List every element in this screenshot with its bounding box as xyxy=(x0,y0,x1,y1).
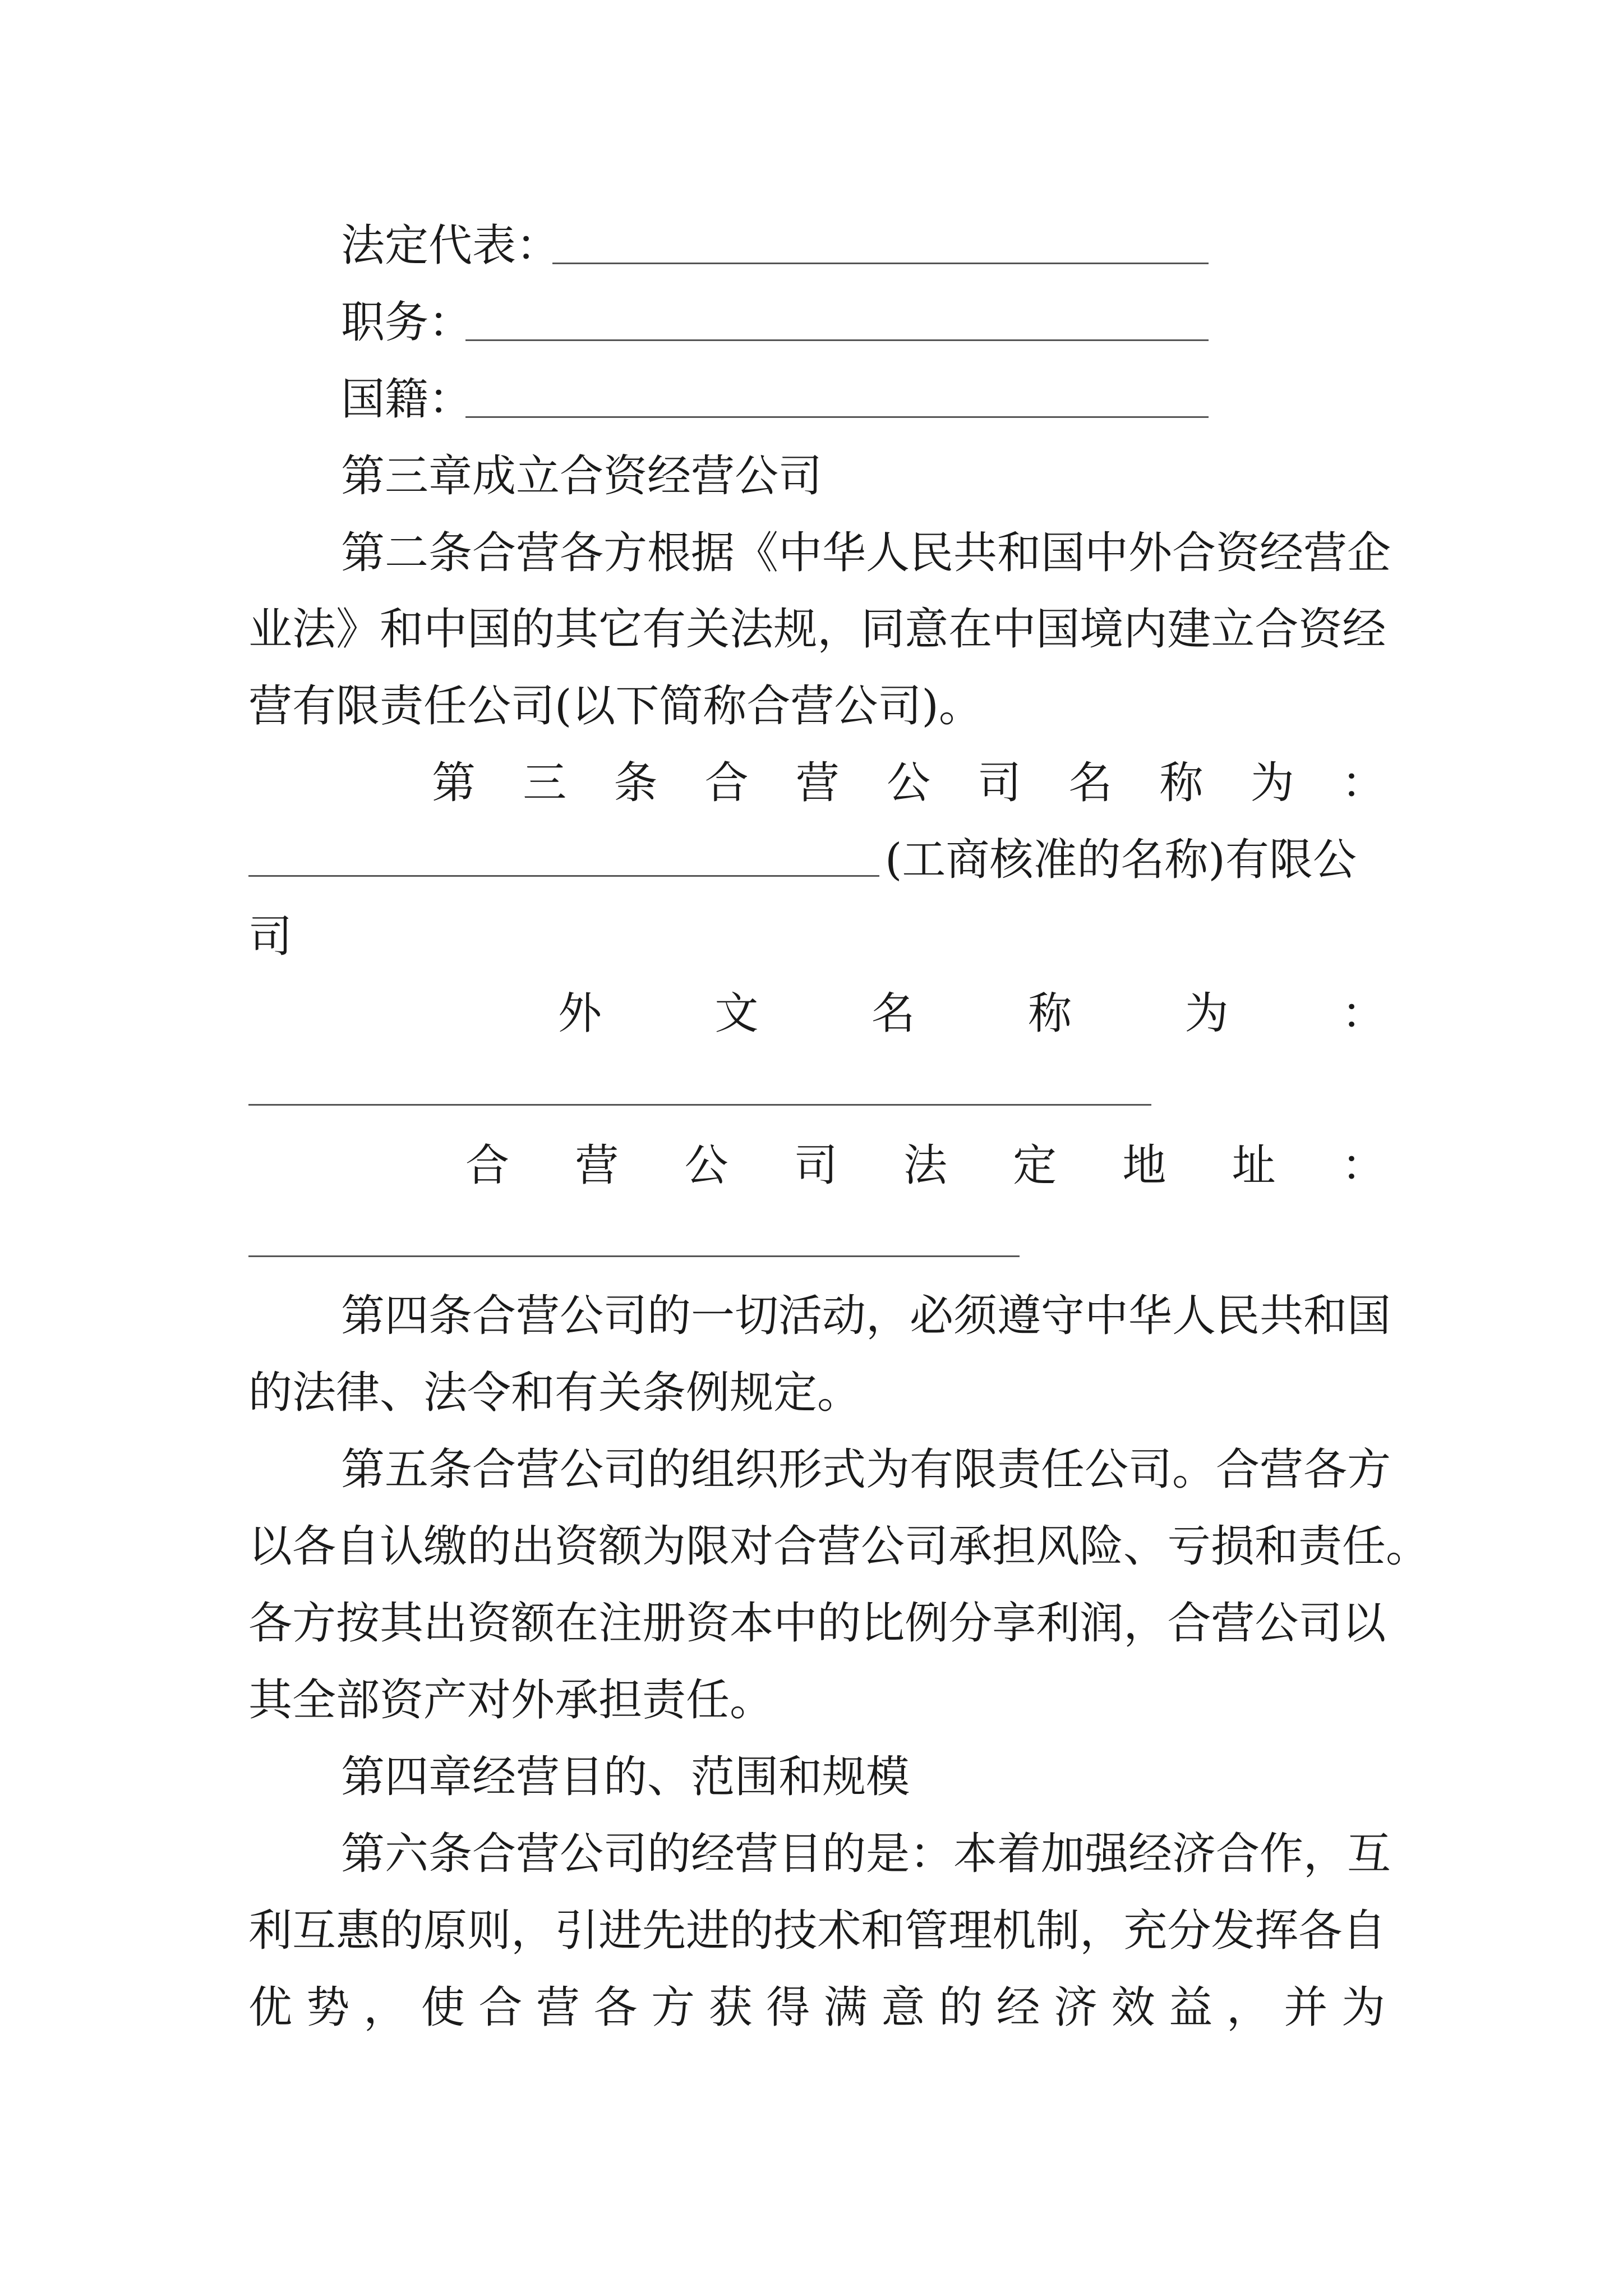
article2-line2-char: 合 xyxy=(1255,604,1299,655)
article5-line3-char: 资 xyxy=(686,1598,730,1649)
article2-line2-char: 中 xyxy=(423,604,468,655)
article6-line3-char: 合 xyxy=(478,1982,523,2033)
article5-line3-char: 各 xyxy=(248,1598,293,1649)
article5-line3-char: 利 xyxy=(1036,1598,1080,1649)
article3-heading-char: 条 xyxy=(614,758,658,808)
article2-line2 xyxy=(248,601,1385,657)
article5-line3-char: 分 xyxy=(948,1598,993,1649)
article6-line3-char: 优 xyxy=(248,1982,293,2033)
article3-heading-char: 称 xyxy=(1159,758,1204,808)
article6-line3-char: ， xyxy=(363,1982,408,2033)
article6-line2-char: ， xyxy=(1080,1906,1124,1956)
article5-line3-char: 出 xyxy=(423,1598,468,1649)
article3-heading-char: ： xyxy=(1341,758,1385,808)
foreign-name-label-char: ： xyxy=(1341,988,1385,1039)
legal-address-label-char: 法 xyxy=(903,1140,947,1191)
foreign-name-label-char: 称 xyxy=(1028,988,1072,1039)
article2-line2-char: 规 xyxy=(773,604,818,655)
foreign-name-blank[interactable] xyxy=(248,1104,1151,1106)
article4-line2: 的法律、法令和有关条例规定。 xyxy=(248,1368,861,1418)
article6-line2-char: ， xyxy=(511,1906,555,1956)
article6-line3-char: 济 xyxy=(1054,1982,1098,2033)
foreign-name-label-char: 文 xyxy=(714,988,759,1039)
article5-line3-char: 合 xyxy=(1167,1598,1211,1649)
chapter4-title: 第四章经营目的、范围和规模 xyxy=(341,1752,910,1802)
article6-line3-char: 并 xyxy=(1284,1982,1328,2033)
article6-line2-char: 进 xyxy=(598,1906,643,1956)
article6-line3-char: 益 xyxy=(1169,1982,1213,2033)
article5-line3-char: 比 xyxy=(861,1598,905,1649)
article2-line1: 第二条合营各方根据《中华人民共和国中外合资经营企 xyxy=(341,528,1391,578)
article2-line2-char: 资 xyxy=(1298,604,1343,655)
article2-line2-char: 法 xyxy=(730,604,774,655)
article2-line2-char: 内 xyxy=(1123,604,1168,655)
article6-line2-char: 自 xyxy=(1342,1906,1386,1956)
article6-line2-char: 原 xyxy=(423,1906,468,1956)
article3-heading-char: 合 xyxy=(704,758,749,808)
article3-heading-char: 公 xyxy=(886,758,930,808)
legal-address-label-char: 营 xyxy=(575,1140,619,1191)
article2-line2-char: 有 xyxy=(642,604,686,655)
article6-line3-char: 效 xyxy=(1111,1982,1155,2033)
article2-line2-char: 国 xyxy=(1036,604,1080,655)
article5-line3-char: 营 xyxy=(1211,1598,1255,1649)
article2-line2-char: 其 xyxy=(555,604,599,655)
article6-line2-char: 互 xyxy=(292,1906,336,1956)
article5-line3-char: 资 xyxy=(467,1598,511,1649)
article2-line2-char: 国 xyxy=(467,604,511,655)
article5-line3 xyxy=(248,1595,1385,1651)
article5-line3-char: 公 xyxy=(1255,1598,1299,1649)
article5-line3-char: 按 xyxy=(336,1598,380,1649)
article5-line3-char: 注 xyxy=(598,1598,643,1649)
article2-line2-char: 它 xyxy=(598,604,643,655)
article6-line2 xyxy=(248,1903,1385,1959)
article6-line2-char: 和 xyxy=(861,1906,905,1956)
article2-line2-char: 立 xyxy=(1211,604,1255,655)
article6-line2-char: 各 xyxy=(1298,1906,1343,1956)
article5-line3-char: 享 xyxy=(992,1598,1036,1649)
article6-line3-char: 满 xyxy=(823,1982,868,2033)
article6-line3-char: 意 xyxy=(881,1982,925,2033)
article5-line4: 其全部资产对外承担责任。 xyxy=(248,1675,774,1726)
article5-line3-char: 润 xyxy=(1080,1598,1124,1649)
article5-line2: 以各自认缴的出资额为限对合营公司承担风险、亏损和责任。 xyxy=(248,1521,1430,1572)
article6-line2-char: 理 xyxy=(948,1906,993,1956)
article3-heading xyxy=(432,755,1385,811)
article5-line3-char: 其 xyxy=(380,1598,424,1649)
article3-heading-char: 营 xyxy=(795,758,840,808)
article3-heading-char: 司 xyxy=(978,758,1022,808)
article5-line3-char: 中 xyxy=(773,1598,818,1649)
article2-line2-char: 同 xyxy=(861,604,905,655)
article2-line2-char: 中 xyxy=(992,604,1036,655)
article5-line3-char: ， xyxy=(1123,1598,1168,1649)
article2-line2-char: 建 xyxy=(1167,604,1211,655)
article6-line2-char: 管 xyxy=(905,1906,949,1956)
article3-heading-char: 第 xyxy=(432,758,476,808)
company-name-blank[interactable] xyxy=(248,875,879,877)
article6-line3-char: 获 xyxy=(708,1982,753,2033)
article2-line2-char: 法 xyxy=(292,604,336,655)
legal-address-label-char: 合 xyxy=(465,1140,510,1191)
article5-line1: 第五条合营公司的组织形式为有限责任公司。合营各方 xyxy=(341,1444,1391,1495)
article2-line2-char: 关 xyxy=(686,604,730,655)
article6-line2-char: 利 xyxy=(248,1906,293,1956)
article5-line3-char: 例 xyxy=(905,1598,949,1649)
legal-address-label-char: 地 xyxy=(1122,1140,1166,1191)
article2-line2-char: 的 xyxy=(511,604,555,655)
legal-address-blank[interactable] xyxy=(248,1255,1020,1257)
legal-address-label xyxy=(465,1138,1385,1194)
article6-line3-char: 为 xyxy=(1341,1982,1385,2033)
chapter3-title: 第三章成立合资经营公司 xyxy=(341,451,823,501)
article2-line2-char: 》 xyxy=(336,604,380,655)
article6-line3-char: 使 xyxy=(421,1982,465,2033)
article6-line3-char: 势 xyxy=(306,1982,350,2033)
foreign-name-label-char: 为 xyxy=(1184,988,1229,1039)
article2-line2-char: 经 xyxy=(1342,604,1386,655)
article3-heading-char: 名 xyxy=(1068,758,1113,808)
article3-heading-char: 为 xyxy=(1250,758,1294,808)
article6-line1: 第六条合营公司的经营目的是：本着加强经济合作，互 xyxy=(341,1829,1391,1879)
article3-heading-char: 三 xyxy=(523,758,567,808)
article5-line3-char: 以 xyxy=(1342,1598,1386,1649)
company-name-suffix: (工商核准的名称)有限公 xyxy=(885,835,1357,885)
article5-line3-char: 司 xyxy=(1298,1598,1343,1649)
article5-line3-char: 本 xyxy=(730,1598,774,1649)
article6-line2-char: 先 xyxy=(642,1906,686,1956)
article2-line2-char: 意 xyxy=(905,604,949,655)
legal-address-label-char: 定 xyxy=(1013,1140,1057,1191)
legal-address-label-char: ： xyxy=(1341,1140,1385,1191)
article6-line3-char: 各 xyxy=(593,1982,638,2033)
article4-line1: 第四条合营公司的一切活动，必须遵守中华人民共和国 xyxy=(341,1291,1391,1341)
article6-line2-char: 的 xyxy=(380,1906,424,1956)
article6-line2-char: 的 xyxy=(730,1906,774,1956)
article6-line2-char: 发 xyxy=(1211,1906,1255,1956)
nationality-label: 国籍： xyxy=(341,374,473,425)
position-label: 职务： xyxy=(341,297,473,348)
article5-line3-char: 在 xyxy=(555,1598,599,1649)
article6-line2-char: 制 xyxy=(1036,1906,1080,1956)
article6-line3-char: 方 xyxy=(651,1982,695,2033)
article2-line2-char: ， xyxy=(817,604,861,655)
article5-line3-char: 的 xyxy=(817,1598,861,1649)
article6-line2-char: 机 xyxy=(992,1906,1036,1956)
article6-line3-char: 经 xyxy=(996,1982,1040,2033)
article6-line3-char: 的 xyxy=(938,1982,983,2033)
article5-line3-char: 额 xyxy=(511,1598,555,1649)
article6-line2-char: 引 xyxy=(555,1906,599,1956)
article5-line3-char: 方 xyxy=(292,1598,336,1649)
article6-line3-char: ， xyxy=(1226,1982,1270,2033)
foreign-name-label-char: 名 xyxy=(871,988,915,1039)
article2-line2-char: 业 xyxy=(248,604,293,655)
foreign-name-label-char: 外 xyxy=(558,988,602,1039)
legal-address-label-char: 址 xyxy=(1232,1140,1276,1191)
article6-line3-char: 得 xyxy=(766,1982,810,2033)
article6-line2-char: 则 xyxy=(467,1906,511,1956)
article6-line2-char: 进 xyxy=(686,1906,730,1956)
legal-rep-label: 法定代表： xyxy=(341,220,560,271)
article6-line3-char: 营 xyxy=(536,1982,580,2033)
legal-rep-blank[interactable] xyxy=(552,263,1209,264)
article5-line3-char: 册 xyxy=(642,1598,686,1649)
company-name-wrap: 司 xyxy=(248,912,293,962)
position-blank[interactable] xyxy=(465,339,1209,341)
article2-line2-char: 境 xyxy=(1080,604,1124,655)
nationality-blank[interactable] xyxy=(465,416,1209,418)
article6-line2-char: 惠 xyxy=(336,1906,380,1956)
article6-line3 xyxy=(248,1980,1385,2036)
article6-line2-char: 挥 xyxy=(1255,1906,1299,1956)
article6-line2-char: 充 xyxy=(1123,1906,1168,1956)
foreign-name-label xyxy=(558,986,1385,1042)
article2-line2-char: 在 xyxy=(948,604,993,655)
article2-line3: 营有限责任公司(以下简称合营公司)。 xyxy=(248,681,983,731)
legal-address-label-char: 司 xyxy=(794,1140,838,1191)
article6-line2-char: 术 xyxy=(817,1906,861,1956)
article2-line2-char: 和 xyxy=(380,604,424,655)
legal-address-label-char: 公 xyxy=(684,1140,728,1191)
article6-line2-char: 分 xyxy=(1167,1906,1211,1956)
article6-line2-char: 技 xyxy=(773,1906,818,1956)
